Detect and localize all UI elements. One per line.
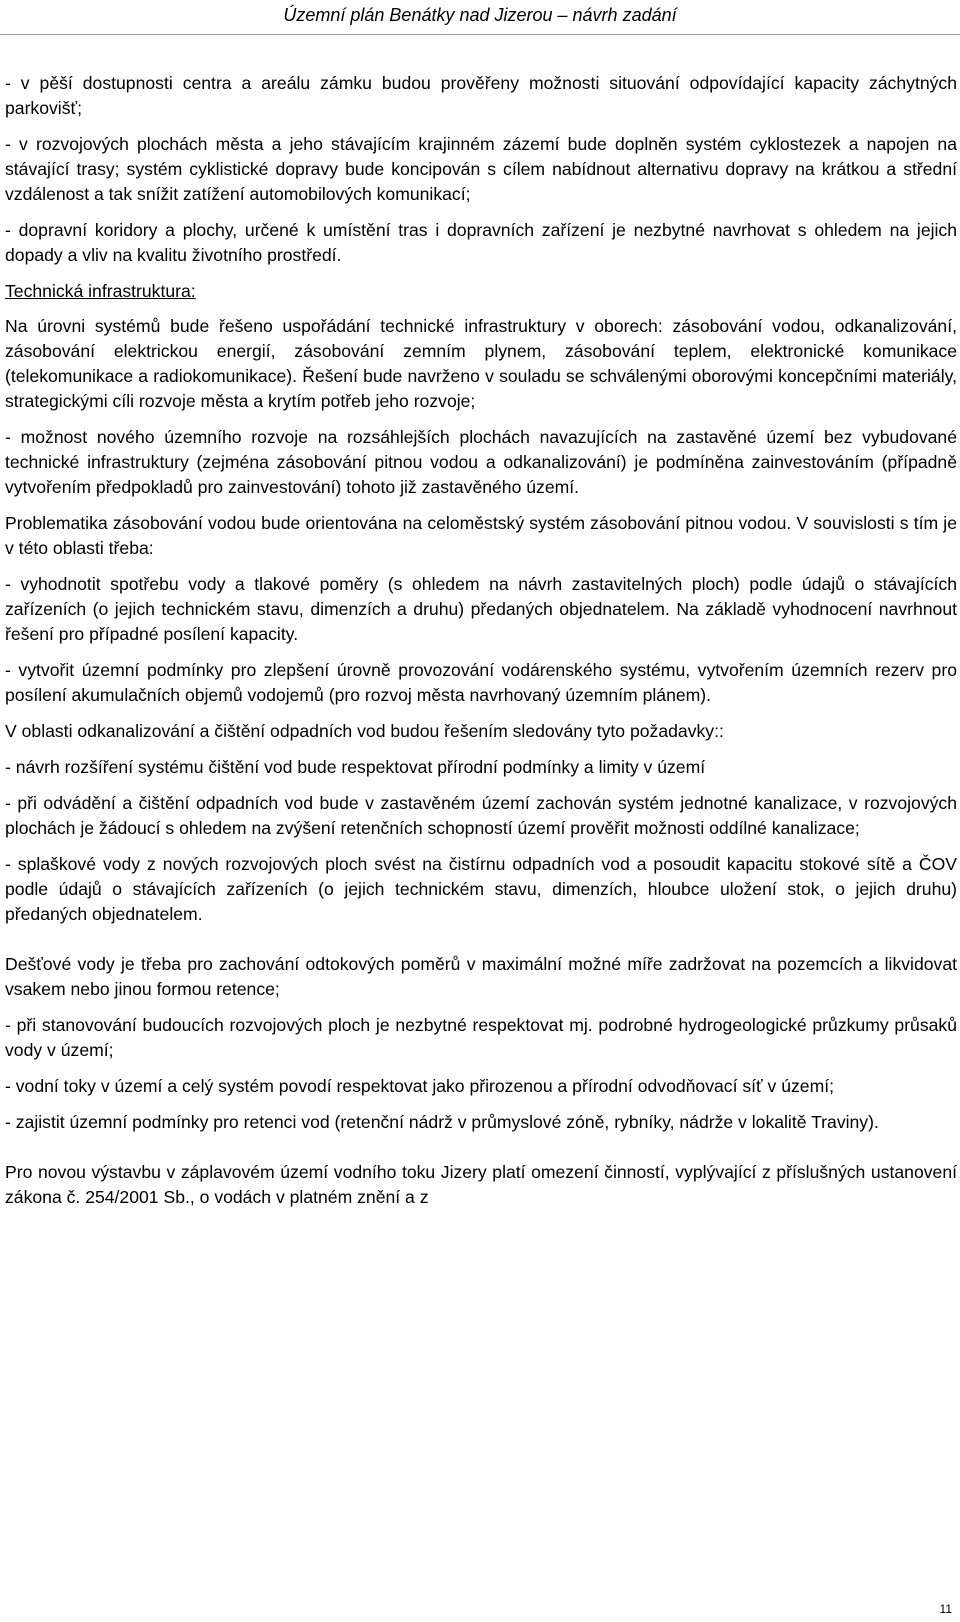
paragraph-watercourses: - vodní toky v území a celý systém povodí respektovat jako přirozenou a přírodní odvodňovací síť v území; xyxy=(5,1076,835,1096)
paragraph-transport-corridors: - dopravní koridory a plochy, určené k umístění tras i dopravních zařízení je nezbytné navrhovat s ohledem na jejich dopady a vliv na kvalitu životního prostředí. xyxy=(5,220,957,265)
paragraph-hydrogeology: - při stanovování budoucích rozvojových ploch je nezbytné respektovat mj. podrobné hydrogeologické průzkumy průsaků vody v území; xyxy=(5,1015,957,1060)
paragraph-rain-water: Dešťové vody je třeba pro zachování odtokových poměrů v maximální možné míře zadržovat na pozemcích a likvidovat vsakem nebo jinou formou retence; xyxy=(5,954,957,999)
paragraph-territorial-development: - možnost nového územního rozvoje na rozsáhlejších plochách navazujících na zastavěné území bez vybudované technické infrastruktury (zejména zásobování pitnou vodou a odkanalizování) je podmíněna zainvestováním (případně vytvořením předpokladů pro zainvestování) tohoto již zastavěného území. xyxy=(5,427,957,497)
paragraph-sewerage-extension: - návrh rozšíření systému čištění vod bude respektovat přírodní podmínky a limity v území xyxy=(5,757,706,777)
page-header: Územní plán Benátky nad Jizerou – návrh zadání xyxy=(283,5,677,25)
paragraph-water-supply: Problematika zásobování vodou bude orientována na celoměstský systém zásobování pitnou vodou. V souvislosti s tím je v této oblasti třeba: xyxy=(5,513,957,558)
header-divider xyxy=(0,34,960,35)
paragraph-cycle-paths: - v rozvojových plochách města a jeho stávajícím krajinném zázemí bude doplněn systém cyklostezek a napojen na stávající trasy; systém cyklistické dopravy bude koncipován s cílem nabídnout alternativu dopravy na krátkou a střední vzdálenost a tak snížit zatížení automobilových komunikací; xyxy=(5,134,957,204)
paragraph-water-system-conditions: - vytvořit územní podmínky pro zlepšení úrovně provozování vodárenského systému, vytvořením územních rezerv pro posílení akumulačních objemů vodojemů (pro rozvoj města navrhovaný územním plánem). xyxy=(5,660,957,705)
paragraph-retention: - zajistit územní podmínky pro retenci vod (retenční nádrž v průmyslové zóně, rybníky, nádrže v lokalitě Traviny). xyxy=(5,1112,879,1132)
paragraph-sewerage-intro: V oblasti odkanalizování a čištění odpadních vod budou řešením sledovány tyto požadavky:: xyxy=(5,721,724,741)
paragraph-infrastructure-systems: Na úrovni systémů bude řešeno uspořádání technické infrastruktury v oborech: zásobování vodou, odkanalizování, zásobování elektrickou energií, zásobování zemním plynem, zásobování teplem, elektronické komunikace (telekomunikace a radiokomunikace). Řešení bude navrženo v souladu se schválenými oborovými koncepčními materiály, strategickými cíli rozvoje města a krytím potřeb jeho rozvoje; xyxy=(5,316,957,411)
paragraph-water-consumption: - vyhodnotit spotřebu vody a tlakové poměry (s ohledem na návrh zastavitelných ploch) podle údajů o stávajících zařízeních (o jejich technickém stavu, dimenzích a druhu) předaných objednatelem. Na základě vyhodnocení navrhnout řešení pro případné posílení kapacity. xyxy=(5,574,957,644)
page-number: 11 xyxy=(939,1602,952,1616)
paragraph-waste-water: - splaškové vody z nových rozvojových ploch svést na čistírnu odpadních vod a posoudit kapacitu stokové sítě a ČOV podle údajů o stávajících zařízeních (o jejich technickém stavu, dimenzích, hloubce uložení stok, o jejich druhu) předaných objednatelem. xyxy=(5,854,957,924)
document-body xyxy=(5,71,957,1221)
paragraph-parking: - v pěší dostupnosti centra a areálu zámku budou prověřeny možnosti situování odpovídající kapacity záchytných parkovišť; xyxy=(5,73,957,118)
paragraph-combined-sewer: - při odvádění a čištění odpadních vod bude v zastavěném území zachován systém jednotné kanalizace, v rozvojových plochách je žádoucí s ohledem na zvýšení retenčních schopností území prověřit možnosti oddílné kanalizace; xyxy=(5,793,957,838)
section-heading-technical-infrastructure: Technická infrastruktura: xyxy=(5,281,196,301)
paragraph-flood-zone: Pro novou výstavbu v záplavovém území vodního toku Jizery platí omezení činností, vyplývající z příslušných ustanovení zákona č. 254/2001 Sb., o vodách v platném znění a z xyxy=(5,1162,957,1207)
